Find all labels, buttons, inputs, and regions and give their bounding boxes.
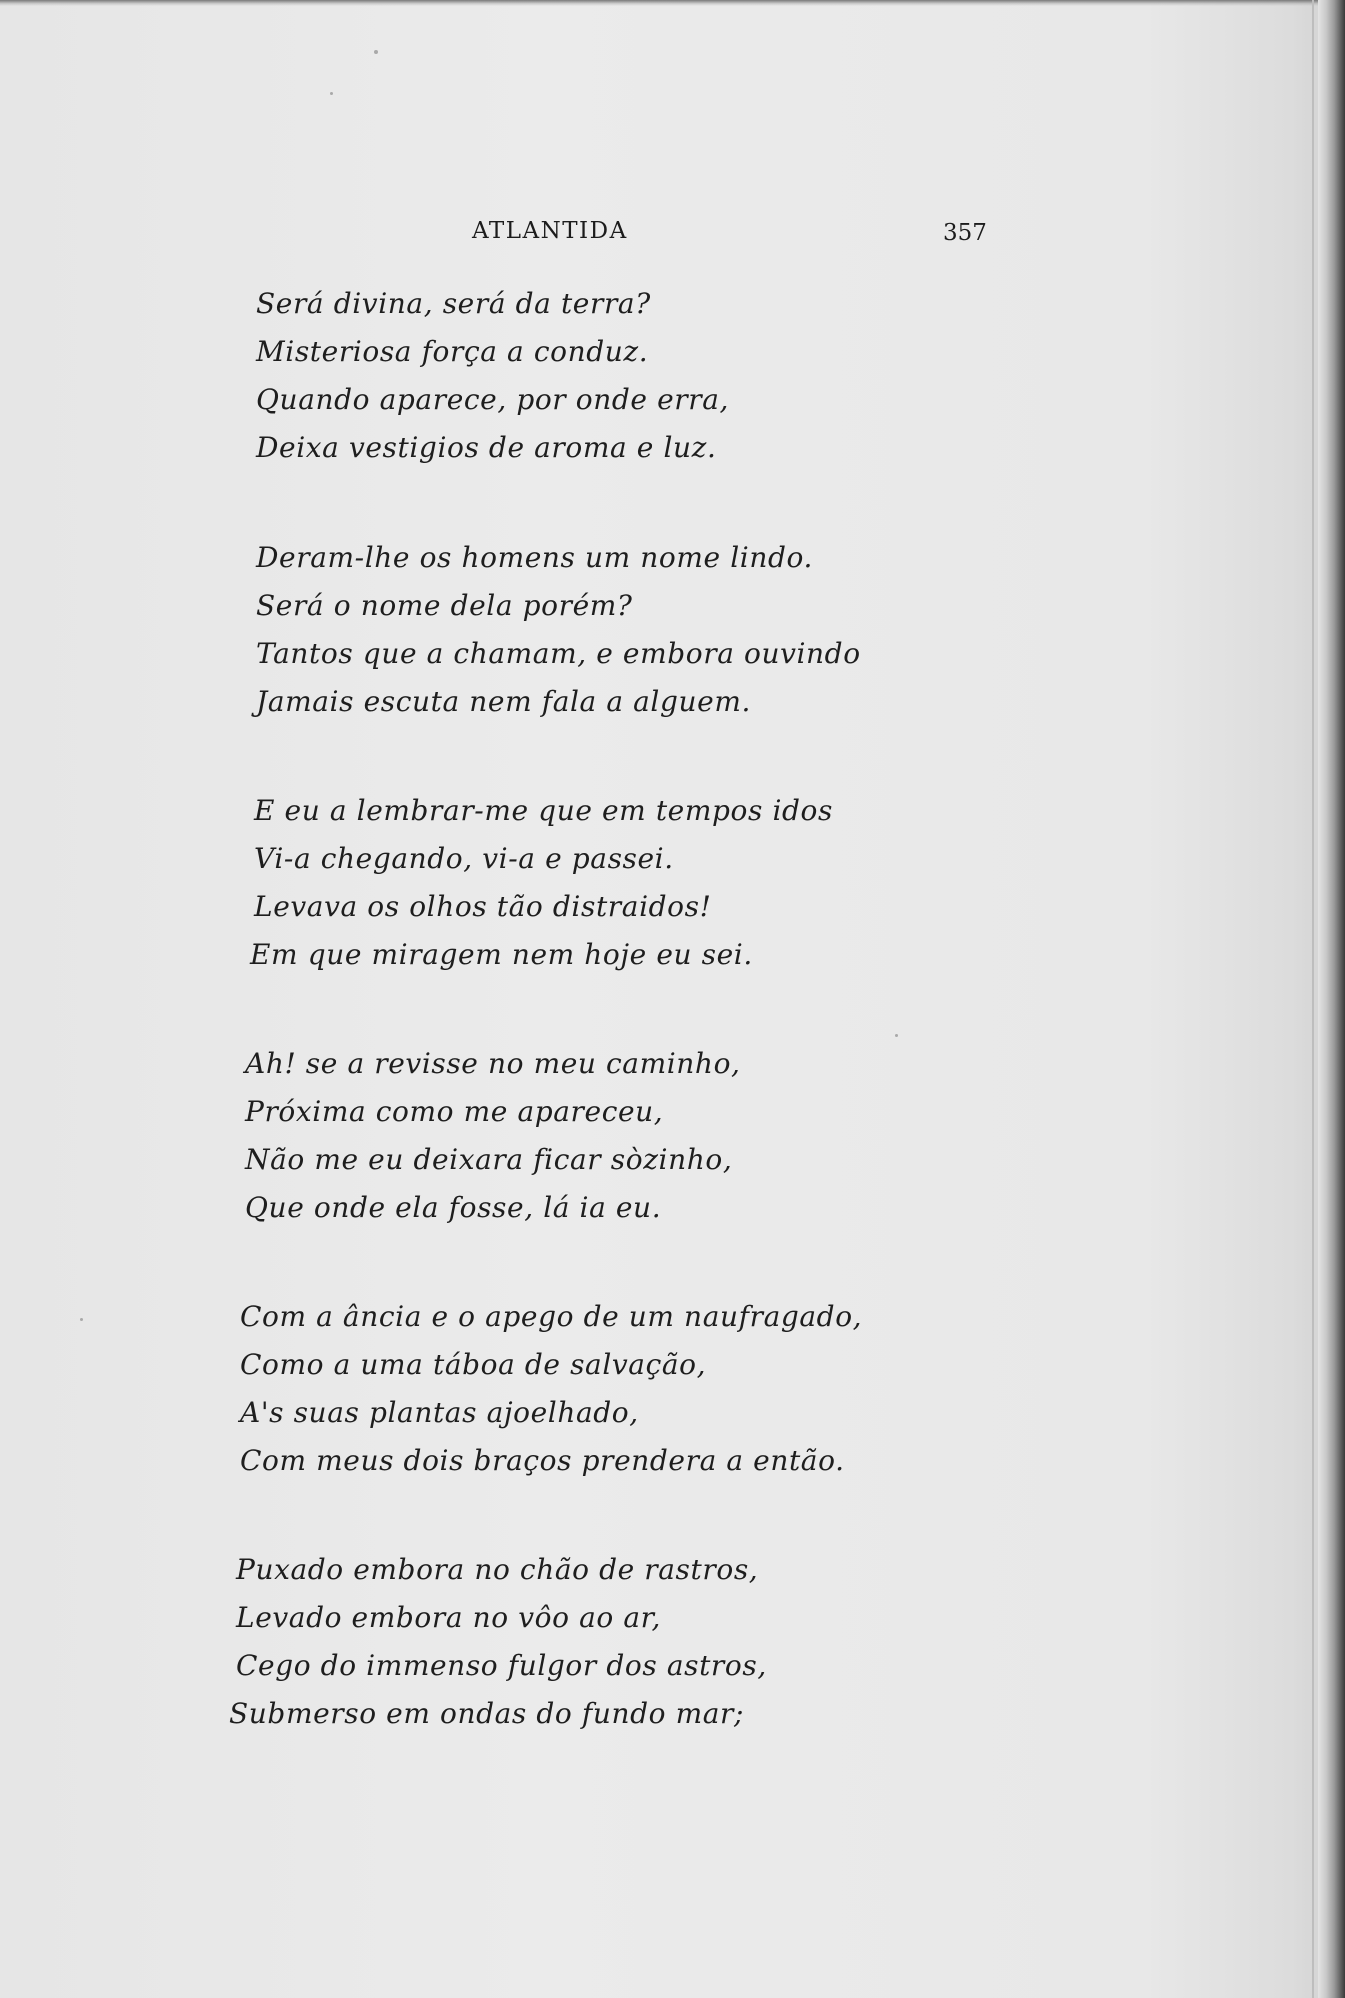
poem-line: Que onde ela fosse, lá ia eu. <box>245 1191 662 1224</box>
book-binding-edge <box>1318 0 1345 1998</box>
poem-line: Será divina, será da terra? <box>256 287 651 320</box>
poem-line: Em que miragem nem hoje eu sei. <box>250 938 753 971</box>
poem-line: Misteriosa força a conduz. <box>256 335 649 368</box>
poem-line: Com a ância e o apego de um naufragado, <box>240 1300 863 1333</box>
poem-line: Submerso em ondas do fundo mar; <box>229 1697 745 1730</box>
running-title: ATLANTIDA <box>472 218 628 244</box>
poem-line: Cego do immenso fulgor dos astros, <box>236 1649 767 1682</box>
poem-line: Como a uma táboa de salvação, <box>240 1348 707 1381</box>
poem-line: Jamais escuta nem fala a alguem. <box>256 685 751 718</box>
poem-line: Deram-lhe os homens um nome lindo. <box>256 541 813 574</box>
page-edge-line <box>1312 0 1314 1998</box>
poem-line: Levado embora no vôo ao ar, <box>236 1601 662 1634</box>
poem-line: Puxado embora no chão de rastros, <box>236 1553 759 1586</box>
poem-line: Levava os olhos tão distraidos! <box>254 890 712 923</box>
poem-line: E eu a lembrar-me que em tempos idos <box>254 794 833 827</box>
poem-line: Deixa vestigios de aroma e luz. <box>256 431 717 464</box>
poem-line: A's suas plantas ajoelhado, <box>240 1396 639 1429</box>
poem-line: Será o nome dela porém? <box>256 589 633 622</box>
poem-line: Não me eu deixara ficar sòzinho, <box>245 1143 733 1176</box>
poem-line: Com meus dois braços prendera a então. <box>240 1444 845 1477</box>
poem-line: Tantos que a chamam, e embora ouvindo <box>256 637 861 670</box>
poem-line: Ah! se a revisse no meu caminho, <box>245 1047 741 1080</box>
poem-line: Quando aparece, por onde erra, <box>256 383 729 416</box>
poem-line: Vi-a chegando, vi-a e passei. <box>254 842 674 875</box>
poem-line: Próxima como me apareceu, <box>245 1095 664 1128</box>
page-number: 357 <box>943 220 987 246</box>
